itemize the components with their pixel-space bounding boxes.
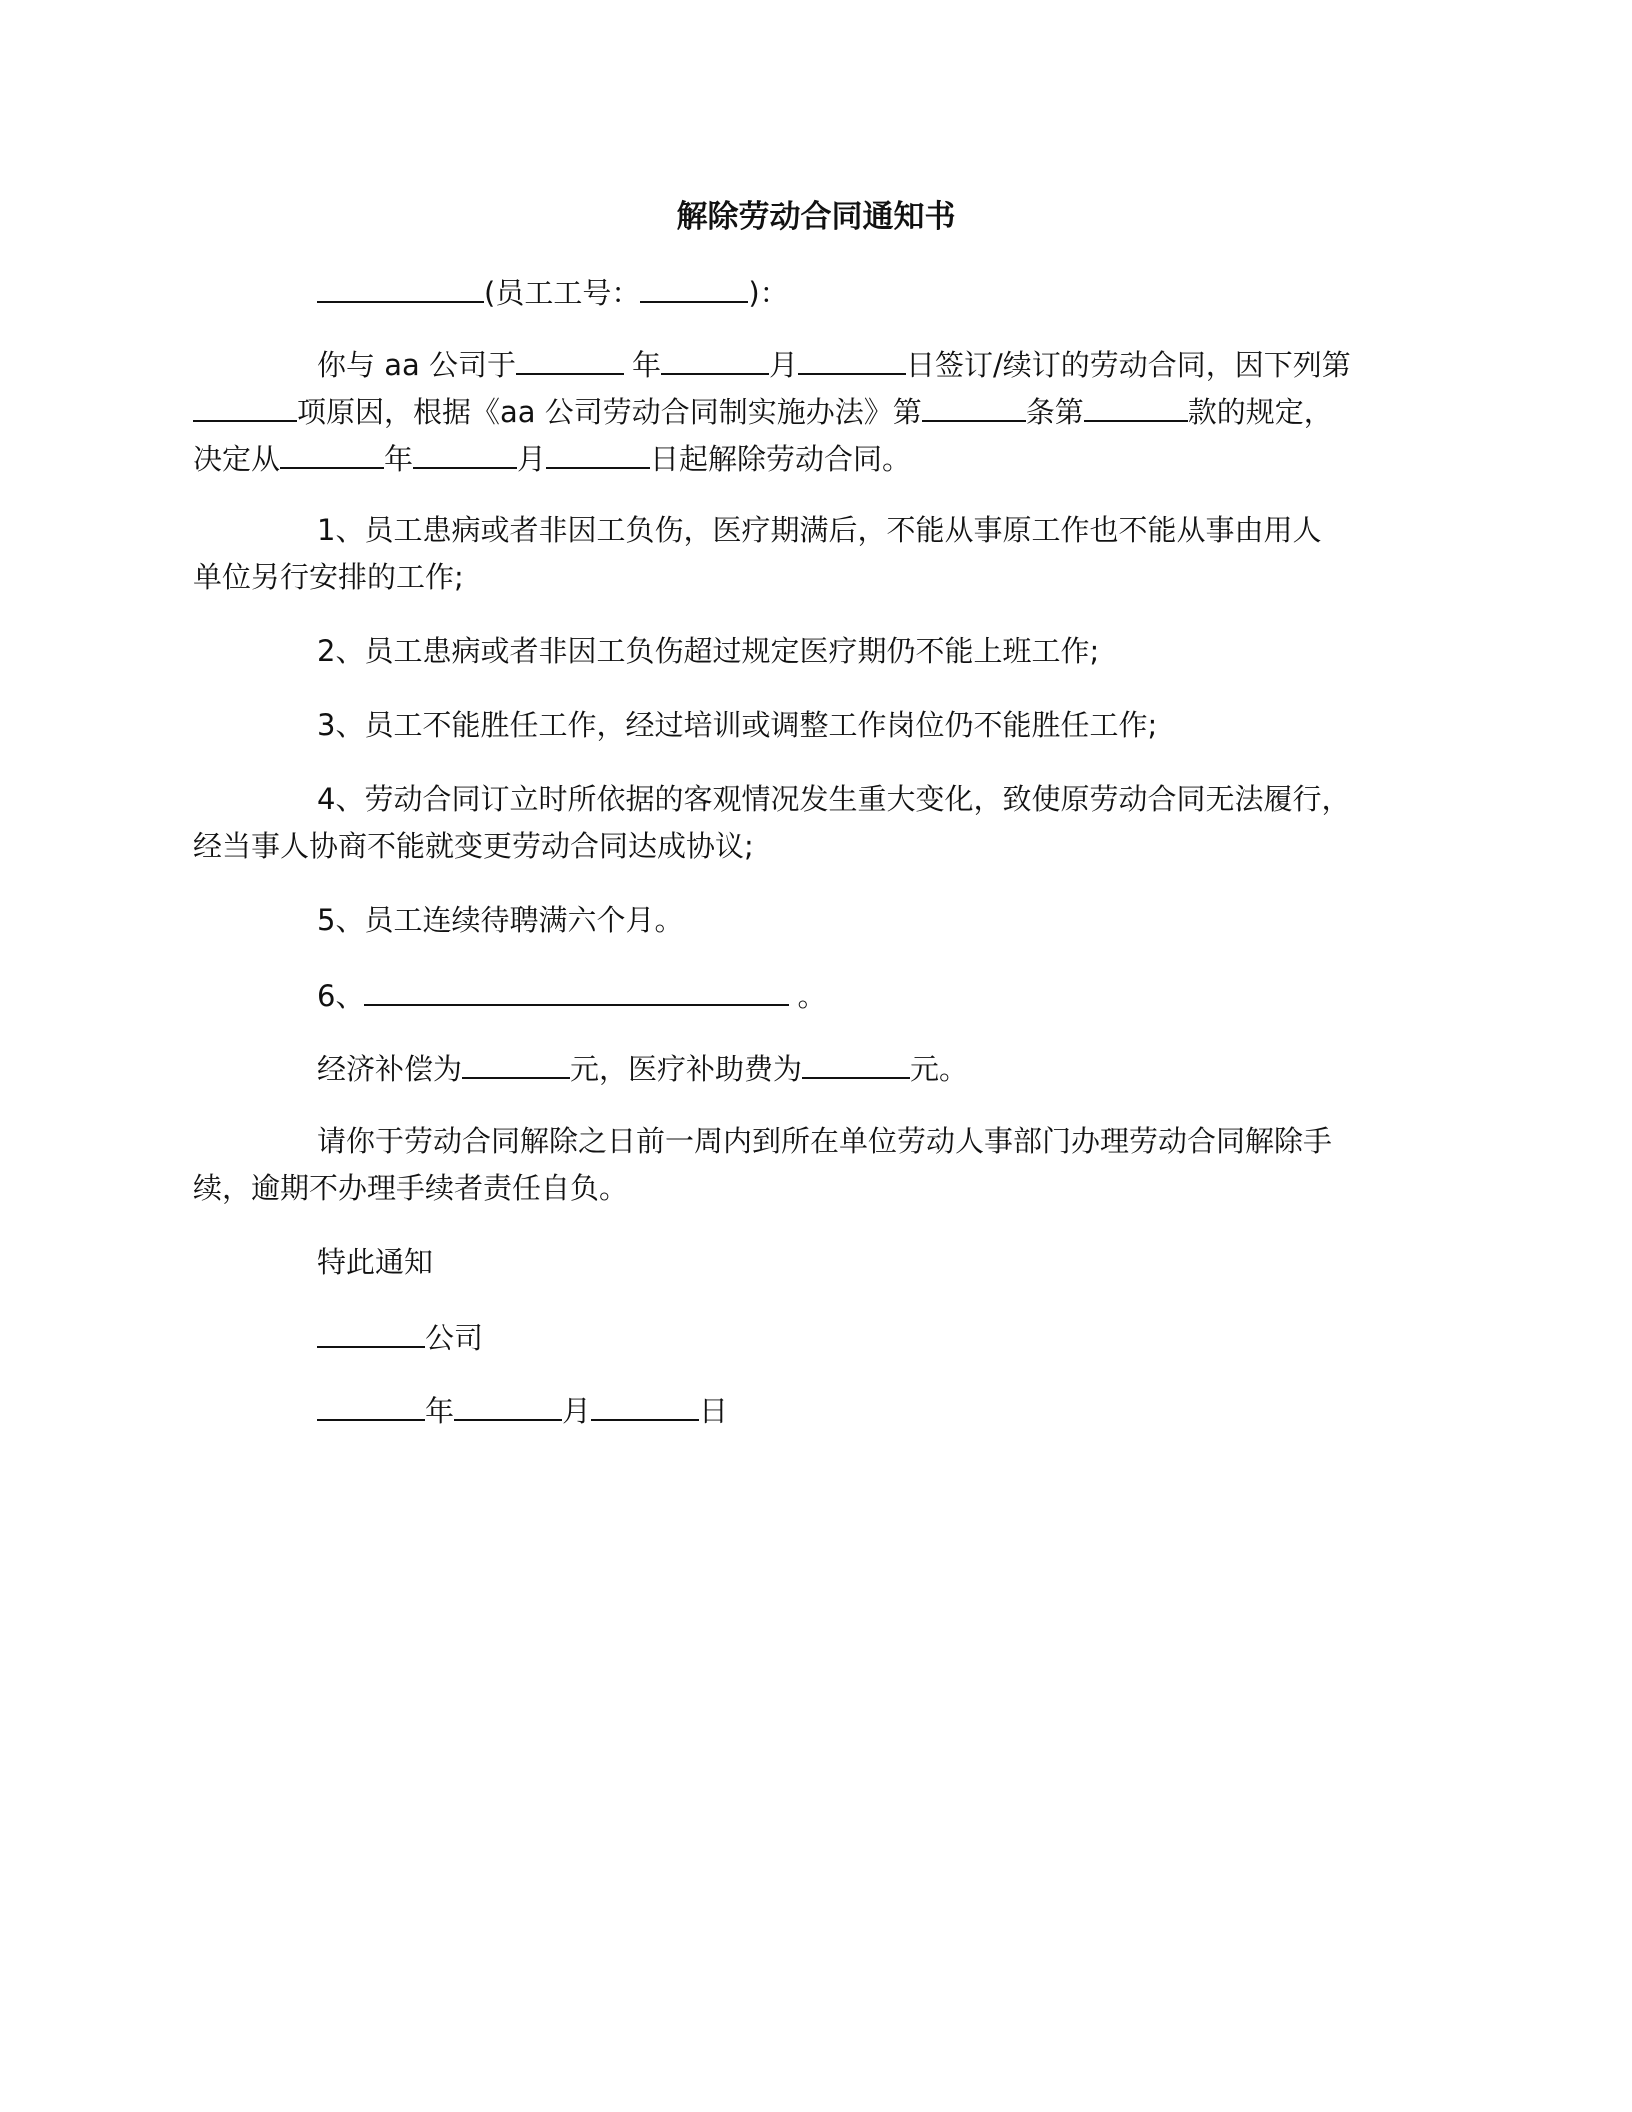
reason-item-5: [193, 897, 1438, 944]
reason-text: 2、员工患病或者非因工负伤超过规定医疗期仍不能上班工作;: [317, 634, 1100, 668]
reason-number-blank[interactable]: [193, 387, 297, 422]
salutation-close: )：: [748, 276, 789, 310]
compensation-text: 经济补偿为: [317, 1052, 463, 1086]
intro-text: 条第: [1025, 395, 1084, 429]
date-day-blank[interactable]: [591, 1386, 699, 1421]
date-day-label: 日: [699, 1394, 729, 1428]
reason-number: 6、: [317, 979, 365, 1013]
sign-year-blank[interactable]: [516, 340, 624, 375]
intro-text: 年: [384, 442, 414, 476]
termination-day-blank[interactable]: [546, 434, 650, 469]
signature-date-line: [193, 1386, 1438, 1433]
compensation-text: 元，医疗补助费为: [570, 1052, 803, 1086]
company-name-blank[interactable]: [317, 1313, 425, 1348]
compensation-text: 元。: [910, 1052, 969, 1086]
instructions-paragraph: [193, 1118, 1438, 1212]
reason-text: 4、劳动合同订立时所依据的客观情况发生重大变化，致使原劳动合同无法履行，: [317, 782, 1351, 816]
economic-compensation-blank[interactable]: [462, 1044, 570, 1079]
closing-text: 特此通知: [317, 1245, 434, 1279]
intro-text: 年: [631, 348, 661, 382]
date-month-label: 月: [562, 1394, 592, 1428]
date-year-label: 年: [425, 1394, 455, 1428]
reason-item-4: [193, 776, 1438, 870]
reason-end: 。: [797, 979, 827, 1013]
intro-text: 款的规定，: [1187, 395, 1333, 429]
company-suffix: 公司: [425, 1321, 484, 1355]
closing-line: [193, 1239, 1438, 1286]
intro-text: 日签订/续订的劳动合同，因下列第: [906, 348, 1351, 382]
employee-name-blank[interactable]: [317, 268, 484, 303]
intro-text: 项原因，根据《aa 公司劳动合同制实施办法》第: [297, 395, 922, 429]
termination-month-blank[interactable]: [413, 434, 517, 469]
instructions-text: 续，逾期不办理手续者责任自负。: [193, 1171, 629, 1205]
reason-text: 5、员工连续待聘满六个月。: [317, 903, 684, 937]
reason-item-6: [193, 971, 1438, 1018]
date-year-blank[interactable]: [317, 1386, 425, 1421]
intro-text: 日起解除劳动合同。: [650, 442, 912, 476]
employee-id-blank[interactable]: [640, 268, 748, 303]
intro-paragraph: [193, 340, 1438, 481]
employee-id-label: (员工工号：: [484, 276, 641, 310]
sign-day-blank[interactable]: [798, 340, 906, 375]
medical-subsidy-blank[interactable]: [802, 1044, 910, 1079]
reason-text: 1、员工患病或者非因工负伤，医疗期满后，不能从事原工作也不能从事由用人: [317, 513, 1322, 547]
company-signature-line: [193, 1313, 1438, 1360]
clause-number-blank[interactable]: [1084, 387, 1188, 422]
termination-year-blank[interactable]: [280, 434, 384, 469]
date-month-blank[interactable]: [454, 1386, 562, 1421]
reason-item-2: [193, 628, 1438, 675]
reason-item-1: [193, 507, 1438, 601]
other-reason-blank[interactable]: [364, 971, 789, 1006]
reason-text: 经当事人协商不能就变更劳动合同达成协议;: [193, 829, 754, 863]
document-title: 解除劳动合同通知书: [676, 199, 956, 235]
sign-month-blank[interactable]: [661, 340, 769, 375]
article-number-blank[interactable]: [922, 387, 1026, 422]
compensation-line: [193, 1044, 1438, 1091]
salutation-line: [193, 268, 1438, 315]
reason-item-3: [193, 702, 1438, 749]
reason-text: 单位另行安排的工作;: [193, 560, 464, 594]
intro-text: 你与 aa 公司于: [317, 348, 516, 382]
reason-text: 3、员工不能胜任工作，经过培训或调整工作岗位仍不能胜任工作;: [317, 708, 1158, 742]
instructions-text: 请你于劳动合同解除之日前一周内到所在单位劳动人事部门办理劳动合同解除手: [317, 1124, 1333, 1158]
intro-text: 决定从: [193, 442, 281, 476]
intro-text: 月: [769, 348, 799, 382]
intro-text: 月: [517, 442, 547, 476]
